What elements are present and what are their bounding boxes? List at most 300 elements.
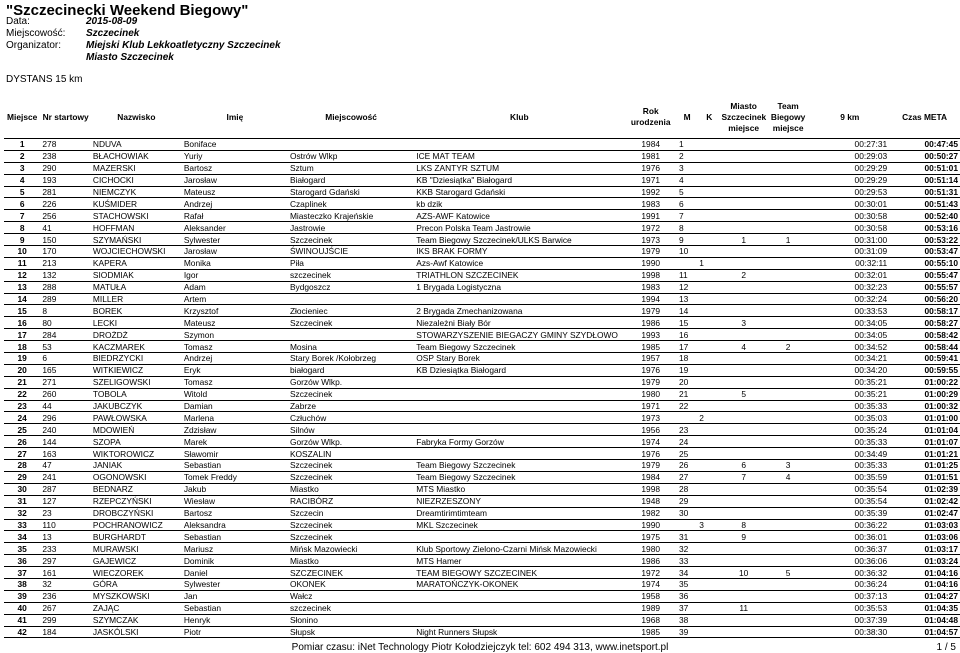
table-cell: 00:55:47 bbox=[924, 270, 958, 281]
table-cell: 240 bbox=[42, 424, 57, 435]
table-cell bbox=[721, 543, 765, 555]
table-cell: Tomasz bbox=[183, 377, 213, 388]
table-cell: SIODMIAK bbox=[92, 270, 134, 281]
table-cell bbox=[697, 400, 721, 412]
table-cell: 00:33:53 bbox=[854, 305, 888, 316]
table-cell: Dominik bbox=[183, 555, 215, 566]
table-cell: 3 bbox=[19, 163, 25, 174]
table-cell: 1986 bbox=[641, 317, 661, 328]
table-cell bbox=[766, 614, 810, 626]
table-cell: 1990 bbox=[641, 519, 661, 530]
table-cell: 6 bbox=[19, 198, 25, 209]
table-cell: MTS Hamer bbox=[416, 555, 462, 566]
table-cell bbox=[766, 198, 810, 210]
table-cell: 42 bbox=[17, 626, 27, 637]
table-row bbox=[4, 246, 960, 258]
table-cell: 00:47:45 bbox=[924, 139, 958, 150]
table-cell: 37 bbox=[17, 567, 27, 578]
table-cell: Boniface bbox=[183, 139, 217, 150]
table-cell bbox=[697, 150, 721, 162]
table-row bbox=[4, 222, 960, 234]
table-cell: 00:35:21 bbox=[854, 377, 888, 388]
table-cell: NDUVA bbox=[92, 139, 122, 150]
table-cell: 01:02:47 bbox=[924, 508, 958, 519]
table-cell bbox=[697, 317, 721, 329]
table-cell: SZYMCZAK bbox=[92, 615, 139, 626]
table-cell: Niezależni Biały Bór bbox=[416, 317, 491, 328]
table-cell: 1980 bbox=[641, 389, 661, 400]
table-cell: 22 bbox=[678, 401, 689, 412]
table-cell: KACZMAREK bbox=[92, 341, 146, 352]
table-cell: 01:03:17 bbox=[924, 543, 958, 554]
table-cell: 19 bbox=[17, 353, 27, 364]
table-cell: Zdzisław bbox=[183, 424, 217, 435]
table-cell: 1990 bbox=[641, 258, 661, 269]
table-cell: STOWARZYSZENIE BIEGACZY GMINY SZYDŁOWO bbox=[416, 329, 618, 340]
table-cell: 26 bbox=[17, 436, 27, 447]
table-row bbox=[4, 495, 960, 507]
table-cell: KUŚMIDER bbox=[92, 198, 138, 209]
table-cell: 284 bbox=[42, 329, 57, 340]
table-cell bbox=[697, 293, 721, 305]
table-cell: 31 bbox=[17, 496, 27, 507]
table-cell bbox=[697, 162, 721, 174]
table-cell bbox=[697, 305, 721, 317]
table-cell: Gorzów Wlkp. bbox=[289, 377, 343, 388]
table-cell: Witold bbox=[183, 389, 208, 400]
table-cell bbox=[721, 257, 765, 269]
table-cell bbox=[414, 376, 624, 388]
table-cell: WIKTOROWICZ bbox=[92, 448, 155, 459]
table-cell bbox=[697, 198, 721, 210]
table-cell: 00:35:39 bbox=[854, 508, 888, 519]
table-row bbox=[4, 210, 960, 222]
table-cell: Miastko bbox=[289, 484, 319, 495]
table-cell: 267 bbox=[42, 603, 57, 614]
table-cell: 00:51:01 bbox=[924, 163, 958, 174]
table-cell: 00:29:53 bbox=[854, 187, 888, 197]
table-cell: 1983 bbox=[641, 282, 661, 293]
table-cell: Silnów bbox=[289, 424, 315, 435]
table-cell: 226 bbox=[42, 198, 57, 209]
table-cell bbox=[697, 424, 721, 436]
table-row bbox=[4, 329, 960, 341]
table-cell bbox=[721, 376, 765, 388]
table-cell: BOREK bbox=[92, 305, 123, 316]
table-cell: Jarosław bbox=[183, 246, 217, 257]
table-cell bbox=[697, 364, 721, 376]
table-cell: 1973 bbox=[641, 234, 661, 245]
table-cell: 00:36:37 bbox=[854, 543, 888, 554]
table-cell: 26 bbox=[678, 460, 689, 471]
table-cell: 00:37:13 bbox=[854, 591, 888, 602]
table-cell: Dreamtirimtimteam bbox=[416, 508, 487, 519]
table-cell: 00:29:29 bbox=[854, 175, 888, 186]
table-cell: 33 bbox=[17, 519, 27, 530]
table-cell: 9 bbox=[19, 234, 25, 245]
table-cell: 00:52:40 bbox=[924, 210, 958, 221]
table-cell: 1957 bbox=[641, 353, 661, 364]
table-cell bbox=[721, 555, 765, 567]
table-cell: BEDNARZ bbox=[92, 484, 133, 495]
table-cell: Daniel bbox=[183, 567, 208, 578]
table-cell: 39 bbox=[17, 591, 27, 602]
table-cell: RZEPCZYŃSKI bbox=[92, 496, 152, 507]
table-cell: 3 bbox=[741, 317, 746, 328]
table-row bbox=[4, 412, 960, 424]
table-cell: 21 bbox=[678, 389, 689, 400]
table-cell: 5 bbox=[19, 187, 25, 197]
table-cell: WIECZOREK bbox=[92, 567, 144, 578]
table-cell: 00:32:23 bbox=[854, 282, 888, 293]
col-header-surname: Nazwisko bbox=[117, 111, 156, 122]
table-row bbox=[4, 436, 960, 448]
table-row bbox=[4, 269, 960, 281]
col-header-place: Miejsce bbox=[7, 111, 38, 122]
table-cell: Andrzej bbox=[183, 353, 213, 364]
table-cell: Aleksander bbox=[183, 222, 226, 233]
table-cell bbox=[721, 210, 765, 222]
table-cell: Szczecinek bbox=[289, 531, 333, 542]
meta-label: Data: bbox=[6, 16, 30, 27]
table-cell: RACIBÓRZ bbox=[289, 496, 334, 507]
table-cell: 170 bbox=[42, 246, 57, 257]
table-cell: 47 bbox=[42, 460, 52, 471]
table-cell: 34 bbox=[678, 567, 689, 578]
table-cell: 00:34:05 bbox=[854, 317, 888, 328]
table-cell: 4 bbox=[19, 175, 25, 186]
table-row bbox=[4, 257, 960, 269]
table-cell: Mińsk Mazowiecki bbox=[289, 543, 358, 554]
table-cell: Słonino bbox=[289, 615, 318, 626]
table-row bbox=[4, 460, 960, 472]
table-cell bbox=[414, 602, 624, 614]
table-cell: 00:36:01 bbox=[854, 531, 888, 542]
table-cell: 20 bbox=[17, 365, 27, 376]
table-cell: Team Biegowy Szczecinek bbox=[416, 460, 516, 471]
table-cell: 1992 bbox=[641, 187, 661, 197]
table-cell: Mosina bbox=[289, 341, 317, 352]
table-row bbox=[4, 305, 960, 317]
table-cell: 00:37:39 bbox=[854, 615, 888, 626]
table-cell bbox=[766, 186, 810, 198]
table-cell: 00:34:20 bbox=[854, 365, 888, 376]
meta-label: Organizator: bbox=[6, 40, 62, 51]
table-cell: 13 bbox=[17, 282, 27, 293]
table-cell: 165 bbox=[42, 365, 57, 376]
table-cell: OSP Stary Borek bbox=[416, 353, 480, 364]
table-cell: MURAWSKI bbox=[92, 543, 139, 554]
table-cell: 238 bbox=[42, 151, 57, 162]
table-cell bbox=[766, 507, 810, 519]
table-cell bbox=[721, 364, 765, 376]
table-cell: 38 bbox=[17, 579, 27, 590]
table-cell: 40 bbox=[17, 603, 27, 614]
table-cell: Miasteczko Krajeńskie bbox=[289, 210, 374, 221]
table-cell: JASKÓLSKI bbox=[92, 626, 139, 637]
table-cell: 1984 bbox=[641, 472, 661, 483]
table-cell: 30 bbox=[17, 484, 27, 495]
table-cell: 5 bbox=[741, 389, 746, 400]
table-cell bbox=[697, 460, 721, 472]
table-cell bbox=[697, 329, 721, 341]
table-cell: 01:04:57 bbox=[924, 626, 958, 637]
table-cell: KB Dziesiątka Białogard bbox=[416, 365, 507, 376]
table-cell: 00:34:49 bbox=[854, 448, 888, 459]
table-cell: Sztum bbox=[289, 163, 314, 174]
table-cell: 1971 bbox=[641, 175, 661, 186]
table-cell bbox=[414, 412, 624, 424]
table-cell: 27 bbox=[17, 448, 27, 459]
table-cell: 22 bbox=[17, 389, 27, 400]
table-cell bbox=[766, 353, 810, 365]
table-cell: 1 bbox=[699, 258, 704, 269]
table-cell bbox=[766, 139, 810, 151]
table-cell: Sebastian bbox=[183, 531, 222, 542]
table-cell: 01:04:35 bbox=[924, 603, 958, 614]
table-cell: Szczecinek bbox=[289, 317, 333, 328]
table-cell: MTS Miastko bbox=[416, 484, 466, 495]
table-row bbox=[4, 531, 960, 543]
table-cell bbox=[766, 150, 810, 162]
table-cell: 00:34:21 bbox=[854, 353, 888, 364]
table-cell: 23 bbox=[17, 401, 27, 412]
table-cell: 00:36:32 bbox=[854, 567, 888, 578]
table-cell bbox=[414, 424, 624, 436]
table-cell: 11 bbox=[678, 270, 688, 281]
table-cell bbox=[721, 590, 765, 602]
table-cell bbox=[721, 186, 765, 198]
table-cell: Bartosz bbox=[183, 508, 213, 519]
table-cell: 01:01:25 bbox=[924, 460, 958, 471]
table-cell: 36 bbox=[17, 555, 27, 566]
table-cell: Jan bbox=[183, 591, 198, 602]
table-cell: 01:02:39 bbox=[924, 484, 958, 495]
table-cell bbox=[766, 305, 810, 317]
table-cell bbox=[766, 495, 810, 507]
table-cell: Krzysztof bbox=[183, 305, 219, 316]
table-cell bbox=[721, 353, 765, 365]
table-cell: 00:29:29 bbox=[854, 163, 888, 174]
table-cell: Klub Sportowy Zielono-Czarni Mińsk Mazowiecki bbox=[416, 543, 597, 554]
table-cell: 11 bbox=[739, 603, 749, 614]
table-cell: Stary Borek /Kołobrzeg bbox=[289, 353, 377, 364]
table-row bbox=[4, 519, 960, 531]
table-cell: 01:04:16 bbox=[924, 579, 958, 590]
col-header-k: K bbox=[706, 111, 713, 122]
table-cell: Białogard bbox=[289, 175, 326, 186]
table-cell: 241 bbox=[42, 472, 57, 483]
table-cell: 14 bbox=[678, 305, 689, 316]
table-cell bbox=[697, 567, 721, 579]
table-cell: 00:51:14 bbox=[924, 175, 958, 186]
table-cell: ŚWINOUJŚCIE bbox=[289, 246, 349, 257]
table-cell: 110 bbox=[42, 519, 56, 530]
table-cell: 17 bbox=[678, 341, 689, 352]
table-cell: 80 bbox=[42, 317, 52, 328]
table-cell: Team Biegowy Szczecinek/ULKS Barwice bbox=[416, 234, 572, 245]
table-cell: Precon Polska Team Jastrowie bbox=[416, 222, 531, 233]
table-cell: 35 bbox=[678, 579, 689, 590]
table-cell bbox=[766, 626, 810, 638]
table-cell: WOJCIECHOWSKI bbox=[92, 246, 166, 257]
table-cell: 01:03:06 bbox=[924, 531, 958, 542]
table-cell: ICE MAT TEAM bbox=[416, 151, 475, 162]
table-cell: 00:35:21 bbox=[854, 389, 888, 400]
table-cell: Wałcz bbox=[289, 591, 313, 602]
table-cell bbox=[697, 578, 721, 590]
table-cell: 25 bbox=[678, 448, 689, 459]
table-cell: Night Runners Słupsk bbox=[416, 626, 498, 637]
table-cell: JAKUBCZYK bbox=[92, 401, 143, 412]
table-cell bbox=[697, 602, 721, 614]
table-row bbox=[4, 471, 960, 483]
page-title: "Szczecinecki Weekend Biegowy" bbox=[6, 2, 249, 19]
table-cell bbox=[721, 495, 765, 507]
table-cell: 14 bbox=[17, 294, 27, 305]
table-cell: 15 bbox=[678, 317, 689, 328]
table-cell bbox=[721, 246, 765, 258]
table-cell: 1998 bbox=[641, 270, 661, 281]
table-cell: 21 bbox=[17, 377, 27, 388]
table-cell bbox=[721, 198, 765, 210]
table-cell bbox=[697, 281, 721, 293]
table-cell: SZYMAŃSKI bbox=[92, 234, 142, 245]
table-cell: 1 Brygada Logistyczna bbox=[416, 282, 501, 293]
table-cell: Zabrze bbox=[289, 401, 317, 412]
table-cell: 4 bbox=[741, 341, 746, 352]
table-cell bbox=[766, 590, 810, 602]
table-cell: 12 bbox=[17, 270, 27, 281]
table-cell: DROŻDŻ bbox=[92, 329, 128, 340]
table-cell: Miastko bbox=[289, 555, 319, 566]
table-cell: 150 bbox=[42, 234, 57, 245]
table-cell: 6 bbox=[678, 198, 684, 209]
table-row bbox=[4, 198, 960, 210]
table-cell bbox=[697, 614, 721, 626]
table-cell: Artem bbox=[183, 294, 207, 305]
table-cell bbox=[721, 281, 765, 293]
table-cell: POCHRANOWICZ bbox=[92, 519, 163, 530]
table-cell: 00:35:24 bbox=[854, 424, 888, 435]
table-cell: 1971 bbox=[641, 401, 661, 412]
table-cell: 00:30:58 bbox=[854, 222, 888, 233]
table-cell: 01:01:00 bbox=[924, 412, 958, 423]
table-cell: 8 bbox=[678, 222, 684, 233]
table-cell: 1948 bbox=[641, 496, 661, 507]
table-cell: szczecinek bbox=[289, 270, 331, 281]
table-cell: ZAJĄC bbox=[92, 603, 120, 614]
table-cell: 18 bbox=[678, 353, 689, 364]
table-cell: 184 bbox=[42, 626, 57, 637]
table-cell: Bydgoszcz bbox=[289, 282, 331, 293]
table-cell: 1998 bbox=[641, 484, 661, 495]
table-cell bbox=[766, 436, 810, 448]
table-cell: Fabryka Formy Gorzów bbox=[416, 436, 504, 447]
table-cell bbox=[766, 543, 810, 555]
table-cell: 1979 bbox=[641, 460, 661, 471]
table-cell: MKL Szczecinek bbox=[416, 519, 478, 530]
table-cell: 1985 bbox=[641, 341, 661, 352]
table-cell: Marek bbox=[183, 436, 208, 447]
table-cell: 23 bbox=[42, 508, 52, 519]
table-row bbox=[4, 388, 960, 400]
table-cell: Szczecinek bbox=[289, 234, 333, 245]
table-cell bbox=[766, 578, 810, 590]
table-cell: 32 bbox=[17, 508, 27, 519]
table-cell: 296 bbox=[42, 412, 57, 423]
table-cell: 01:00:22 bbox=[924, 377, 958, 388]
table-cell: 1956 bbox=[641, 424, 661, 435]
table-cell: 3 bbox=[699, 519, 704, 530]
table-cell: SZCZECINEK bbox=[289, 567, 343, 578]
table-cell: 00:29:03 bbox=[854, 151, 888, 162]
table-cell: 00:36:22 bbox=[854, 519, 888, 530]
table-cell: 236 bbox=[42, 591, 57, 602]
table-cell: MYSZKOWSKI bbox=[92, 591, 150, 602]
table-cell: 1 bbox=[678, 139, 684, 150]
table-row bbox=[4, 162, 960, 174]
table-cell bbox=[766, 246, 810, 258]
page-number: 1 / 5 bbox=[936, 642, 956, 653]
table-cell: GAJEWICZ bbox=[92, 555, 137, 566]
table-cell: 1979 bbox=[641, 377, 661, 388]
table-cell: LECKI bbox=[92, 317, 118, 328]
table-cell: 25 bbox=[17, 424, 27, 435]
table-cell: KKB Starogard Gdański bbox=[416, 187, 506, 197]
col-header-finish-time: Czas META bbox=[902, 111, 948, 122]
table-cell: 00:34:05 bbox=[854, 329, 888, 340]
table-cell: 1982 bbox=[641, 508, 661, 519]
table-cell: 260 bbox=[42, 389, 57, 400]
table-cell: Bartosz bbox=[183, 163, 213, 174]
table-row bbox=[4, 234, 960, 246]
table-cell: 6 bbox=[741, 460, 746, 471]
table-cell bbox=[677, 257, 697, 269]
table-cell: Sylwester bbox=[183, 579, 221, 590]
table-cell bbox=[721, 222, 765, 234]
table-cell: 1 bbox=[19, 139, 25, 150]
table-cell: 144 bbox=[42, 436, 57, 447]
table-row bbox=[4, 483, 960, 495]
table-cell bbox=[766, 376, 810, 388]
table-cell: 161 bbox=[42, 567, 57, 578]
table-cell bbox=[697, 353, 721, 365]
table-cell bbox=[697, 174, 721, 186]
table-cell: 00:51:43 bbox=[924, 198, 958, 209]
table-cell bbox=[697, 210, 721, 222]
results-table bbox=[4, 96, 960, 638]
table-cell: 2 bbox=[741, 270, 746, 281]
table-cell bbox=[677, 412, 697, 424]
table-cell: AZS-AWF Katowice bbox=[416, 210, 490, 221]
table-cell bbox=[766, 531, 810, 543]
table-cell: 29 bbox=[17, 472, 27, 483]
table-cell: 01:01:04 bbox=[924, 424, 958, 435]
table-cell bbox=[697, 436, 721, 448]
table-cell: 233 bbox=[42, 543, 57, 554]
table-cell: Szczecinek bbox=[289, 389, 333, 400]
table-cell bbox=[697, 495, 721, 507]
footer-text: Pomiar czasu: iNet Technology Piotr Kołodziejczyk tel: 602 494 313, www.inetsport.pl bbox=[291, 642, 669, 653]
table-cell: Azs-Awf Katowice bbox=[416, 258, 484, 269]
table-cell: 00:53:16 bbox=[924, 222, 958, 233]
table-row bbox=[4, 578, 960, 590]
col-header-split: 9 km bbox=[840, 111, 860, 122]
table-cell: 5 bbox=[785, 567, 791, 578]
table-row bbox=[4, 567, 960, 579]
table-row bbox=[4, 507, 960, 519]
